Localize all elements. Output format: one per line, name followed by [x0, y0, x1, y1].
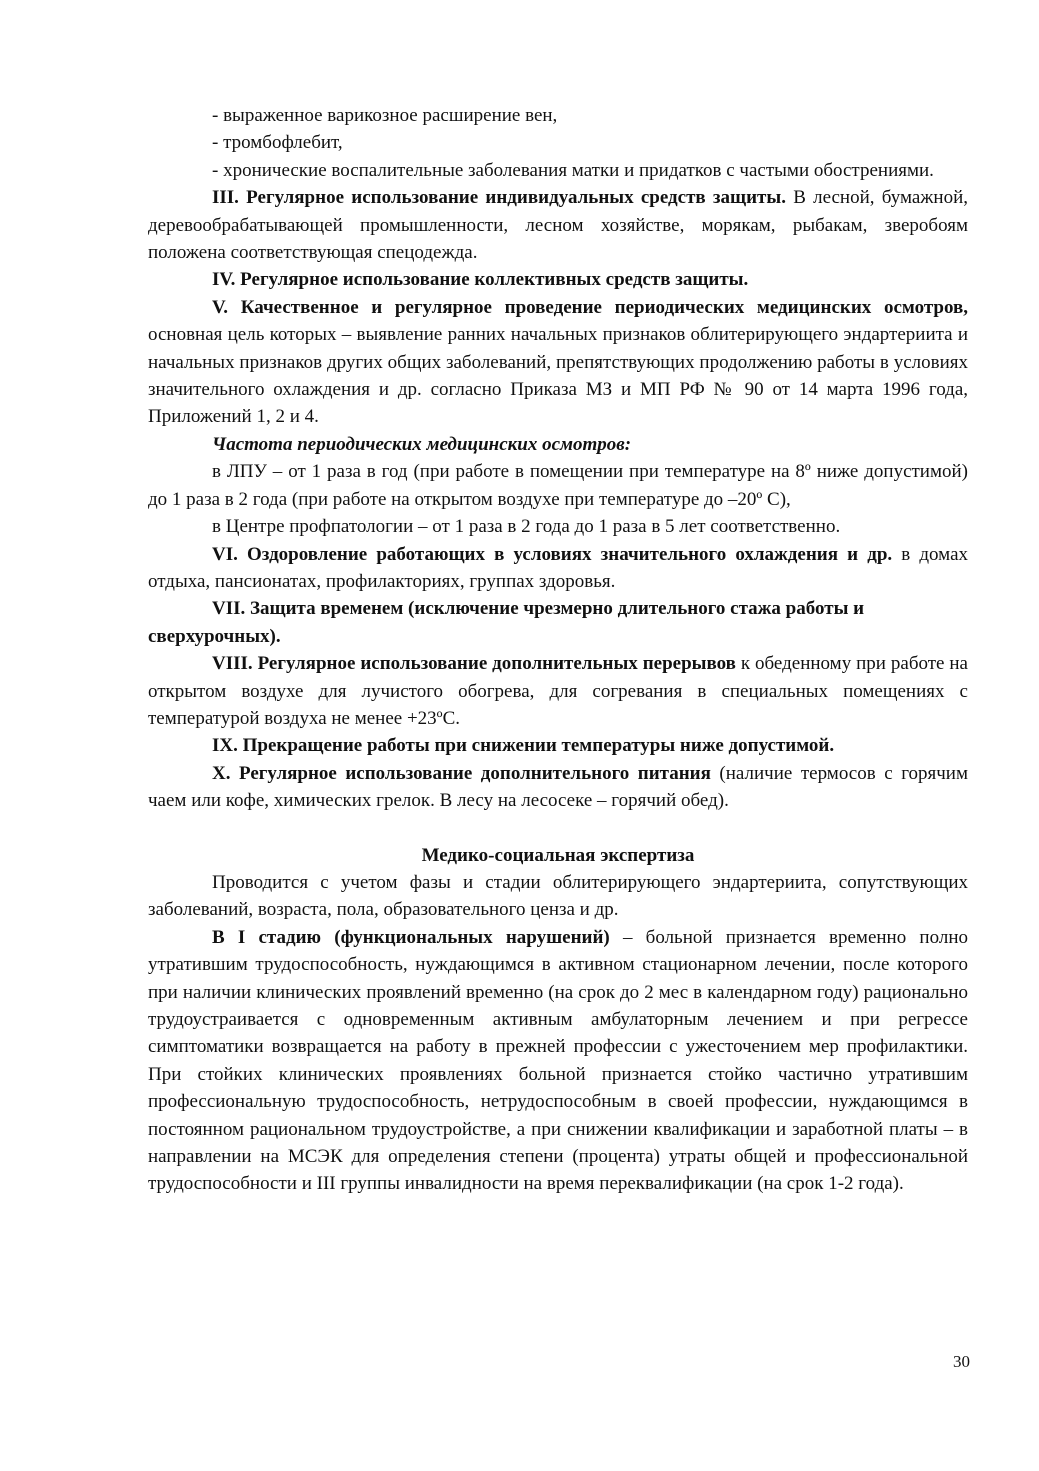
- stage1-paragraph: [148, 924, 968, 1198]
- item-viii-text: к обеденному при работе на открытом воздухе для лучистого обогрева, для согревания в специальных помещениях с температурой воздуха не менее +23ºС.: [148, 653, 968, 729]
- item-iv-title: IV. Регулярное использование коллективных средств защиты.: [212, 269, 749, 291]
- item-x-text: (наличие термосов с горячим чаем или кофе, химических грелок. В лесу на лесосеке – горячий обед).: [148, 762, 968, 812]
- item-iii-text: В лесной, бумажной, деревообрабатывающей промышленности, лесном хозяйстве, морякам, рыбакам, зверобоям положена соответствующая спецодежда.: [148, 187, 968, 264]
- item-ix-title: IX. Прекращение работы при снижении температуры ниже допустимой.: [212, 735, 835, 757]
- stage1-title: В I стадию (функциональных нарушений): [212, 926, 610, 948]
- item-v: [148, 294, 968, 431]
- item-viii-title: VIII. Регулярное использование дополнительных перерывов: [212, 653, 736, 675]
- item-iii: [148, 184, 968, 266]
- item-x-title: X. Регулярное использование дополнительного питания: [212, 762, 711, 784]
- list-item: - выраженное варикозное расширение вен,: [212, 105, 558, 126]
- list-item: - хронические воспалительные заболевания матки и придатков с частыми обострениями.: [212, 159, 934, 181]
- item-ix: [148, 732, 968, 759]
- item-iv: [148, 266, 968, 293]
- stage1-text: – больной признается временно полно утратившим трудоспособность, нуждающимся в активном стационарном лечении, после которого при наличии клинических проявлений временно (на срок до 2 мес в календарном году) рационально трудоустраивается с одновременным активным амбулаторным лечением и при регрессе симптоматики возвращается на работу в прежней профессии с ужесточением мер профилактики. При стойких клинических проявлениях больной признается стойко частично утратившим профессиональную трудоспособность, нетрудоспособным в своей профессии, нуждающимся в постоянном рациональном трудоустройстве, а при снижении квалификации и заработной платы – в направлении на МСЭК для определения степени (процента) утраты общей и профессиональной трудоспособности и III группы инвалидности на время переквалификации (на срок 1-2 года).: [148, 926, 968, 1195]
- item-iii-title: III. Регулярное использование индивидуальных средств защиты.: [212, 187, 786, 209]
- item-viii: [148, 650, 968, 732]
- item-vi-title: VI. Оздоровление работающих в условиях значительного охлаждения и др.: [212, 543, 893, 565]
- item-vii: [148, 595, 968, 650]
- item-x: [148, 760, 968, 815]
- item-vi-text: в домах отдыха, пансионатах, профилакториях, группах здоровья.: [148, 543, 968, 592]
- frequency-lpu: в ЛПУ – от 1 раза в год (при работе в помещении при температуре на 8º ниже допустимой) до 1 раза в 2 года (при работе на открытом воздухе при температуре до –20º С),: [148, 461, 968, 510]
- section-heading: Медико-социальная экспертиза: [421, 844, 695, 866]
- list-item: - тромбофлебит,: [212, 132, 343, 154]
- frequency-title: Частота периодических медицинских осмотров:: [212, 433, 632, 455]
- item-vii-title: VII. Защита временем (исключение чрезмерно длительного стажа работы и сверхурочных).: [148, 598, 865, 647]
- document-page: [148, 102, 968, 1198]
- expertise-intro: Проводится с учетом фазы и стадии облитерирующего эндартериита, сопутствующих заболеваний, возраста, пола, образовательного ценза и др.: [148, 871, 968, 921]
- page-number: 30: [953, 1352, 970, 1371]
- frequency-center: в Центре профпатологии – от 1 раза в 2 года до 1 раза в 5 лет соответственно.: [212, 516, 841, 538]
- item-vi: [148, 541, 968, 596]
- frequency-heading: [148, 431, 968, 458]
- item-v-title: V. Качественное и регулярное проведение периодических медицинских осмотров,: [212, 296, 968, 318]
- item-v-text: основная цель которых – выявление ранних начальных признаков облитерирующего эндартериита и начальных признаков других общих заболеваний, препятствующих продолжению работы в условиях значительного охлаждения и др. согласно Приказа МЗ и МП РФ № 90 от 14 марта 1996 года, Приложений 1, 2 и 4.: [148, 324, 968, 428]
